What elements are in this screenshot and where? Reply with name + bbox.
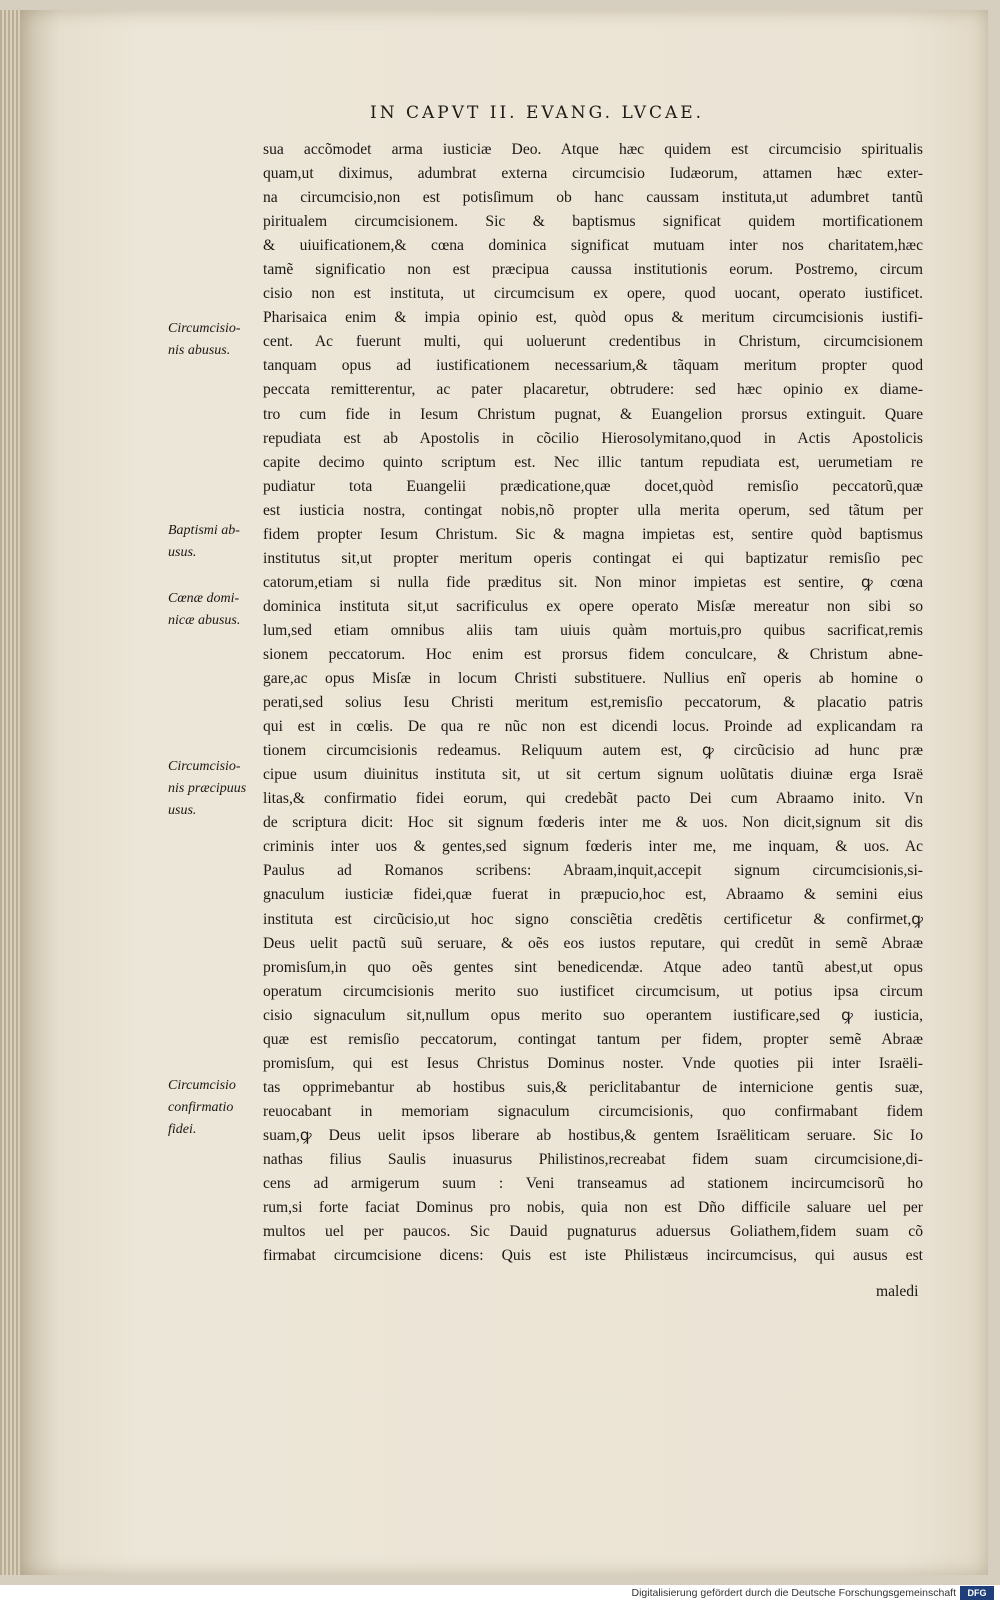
text-line: tionem circumcisionis redeamus. Reliquum autem est, ꝙ circũcisio ad hunc præ [263, 742, 923, 760]
text-line: rum,si forte faciat Dominus pro nobis, quia non est Dño difficile saluare uel per [263, 1199, 923, 1217]
text-line: reuocabant in memoriam signaculum circumcisionis, quo confirmabant fidem [263, 1102, 923, 1120]
margin-note-supper-abuse [168, 588, 260, 632]
text-line: fidem propter Iesum Christum. Sic & magna impietas est, sentire quòd baptismus [263, 525, 923, 543]
text-line: quæ est remisſio peccatorum, contingat tantum per fidem, propter semẽ Abraæ [263, 1030, 923, 1048]
text-line: tro cum fide in Iesum Christum pugnat, & Euangelion prorsus extinguit. Quare [263, 405, 923, 423]
text-line: quam,ut diximus, adumbrat externa circumcisio Iudæorum, attamen hæc exter- [263, 165, 923, 183]
text-line: est iusticia nostra, contingat nobis,nõ propter ulla merita operum, sed tãtum per [263, 501, 923, 519]
text-line: qui est in cœlis. De qua re nũc non est dicendi locus. Proinde ad explicandam ra [263, 718, 923, 736]
margin-note-line: fidei. [168, 1122, 197, 1137]
margin-note-circumcision-use [168, 756, 260, 822]
text-line: & uiuificationem,& cœna dominica significat mutuam inter nos charitatem,hæc [263, 237, 923, 255]
text-line: piritualem circumcisionem. Sic & baptismus significat quidem mortificationem [263, 213, 923, 231]
margin-note-line: Cœnæ domi- [168, 591, 240, 606]
text-line: tanquam opus ad iustificationem necessarium,& tãquam meritum propter quod [263, 357, 923, 375]
footer-bar [0, 1585, 1000, 1603]
text-line: firmabat circumcisione dicens: Quis est iste Philistæus incircumcisus, qui ausus est [263, 1247, 923, 1265]
body-text [263, 138, 931, 1268]
text-line: cipue usum diuinitus instituta sit, ut sit certum signum uolũtatis diuinæ erga Israë [263, 766, 923, 784]
text-line: dominica instituta sit,ut sacrificulus ex opere operato Misſæ mereatur non sibi so [263, 597, 923, 615]
margin-note-line: nis abusus. [168, 343, 231, 358]
margin-note-line: usus. [168, 803, 197, 818]
margin-note-circumcision-confirmation [168, 1075, 260, 1141]
text-line: perati,sed solius Iesu Christi meritum est,remisſio peccatorum, & placatio patris [263, 694, 923, 712]
text-line: cisio signaculum sit,nullum opus merito suo operantem iustificare,sed ꝙ iusticia, [263, 1006, 923, 1024]
text-line: sua accõmodet arma iusticiæ Deo. Atque hæc quidem est circumcisio spiritualis [263, 141, 923, 158]
text-line: promisſum, qui est Iesus Christus Dominus noster. Vnde quoties pii inter Israëli- [263, 1054, 923, 1072]
text-line: Paulus ad Romanos scribens: Abraam,inquit,accepit signum circumcisionis,si- [263, 862, 923, 880]
text-line: promisſum,in quo oẽs gentes sint benedicendæ. Atque adeo tantũ abest,ut opus [263, 958, 923, 976]
text-line: cens ad armigerum suum : Veni transeamus ad stationem incircumcisorũ ho [263, 1175, 923, 1193]
margin-note-baptism-abuse [168, 520, 260, 564]
text-line: nathas filius Saulis inuasurus Philistinos,recreabat fidem suam circumcisione,di- [263, 1150, 923, 1168]
text-line: instituta est circũcisio,ut hoc signo consciẽtia credẽtis certificetur & confirmet,ꝙ [263, 910, 923, 928]
margin-note-line: Circumcisio- [168, 321, 241, 336]
text-line: criminis inter uos & gentes,sed signum fœderis inter me, me inquam, & uos. Ac [263, 838, 923, 856]
text-line: pudiatur tota Euangelii prædicatione,quæ docet,quòd remisſio peccatorũ,quæ [263, 477, 923, 495]
text-line: tamẽ significatio non est præcipua caussa institutionis eorum. Postremo, circum [263, 261, 923, 279]
dfg-logo: DFG [960, 1586, 994, 1600]
text-line: peccata remitterentur, ac pater placaretur, obtrudere: sed hæc opinio ex diame- [263, 381, 923, 399]
text-line: lum,sed etiam omnibus aliis tam uiuis quàm mortuis,pro quibus sacrificat,remis [263, 621, 923, 639]
text-line: litas,& confirmatio fidei eorum, qui credebãt pacto Dei cum Abraamo inito. Vn [263, 790, 923, 808]
margin-note-line: Circumcisio- [168, 759, 241, 774]
text-line: gare,ac opus Misſæ in locum Christi substituere. Nullius enĩ operis ab homine o [263, 670, 923, 688]
text-line: Deus uelit pactũ suũ seruare, & oẽs eos iustos reputare, qui credũt in semẽ Abraæ [263, 934, 923, 952]
text-line: de scriptura dicit: Hoc sit signum fœderis inter me & uos. Non dicit,signum sit dis [263, 814, 923, 832]
text-line: multos uel per paucos. Sic Dauid pugnaturus aduersus Goliathem,fidem suam cõ [263, 1223, 923, 1241]
text-line: cent. Ac fuerunt multi, qui uoluerunt credentibus in Christum, circumcisionem [263, 333, 923, 351]
margin-note-line: usus. [168, 545, 197, 560]
text-line: operatum circumcisionis merito suo iustificet circumcisum, ut potius ipsa circum [263, 982, 923, 1000]
text-line: Pharisaica enim & impia opinio est, quòd opus & meritum circumcisionis iustifi- [263, 309, 923, 327]
text-line: catorum,etiam si nulla fide præditus sit. Non minor impietas est sentire, ꝙ cœna [263, 573, 923, 591]
text-line: na circumcisio,non est potisſimum ob hanc caussam instituta,ut adumbret tantũ [263, 189, 923, 207]
margin-note-line: confirmatio [168, 1100, 234, 1115]
text-line: tas opprimebantur ab hostibus suis,& periclitabantur de internicione gentis suæ, [263, 1078, 923, 1096]
text-line: cisio non est instituta, ut circumcisum ex opere, quod uocant, operato iustificet. [263, 285, 923, 303]
catchword: maledi [876, 1283, 919, 1300]
footer-credit: Digitalisierung gefördert durch die Deutsche Forschungsgemeinschaft [631, 1587, 956, 1599]
text-line: repudiata est ab Apostolis in cõcilio Hierosolymitano,quod in Actis Apostolicis [263, 429, 923, 447]
text-line: institutus sit,ut propter meritum operis contingat ei qui baptizatur remisſio pec [263, 549, 923, 567]
margin-note-line: Circumcisio [168, 1078, 236, 1093]
margin-note-line: nis præcipuus [168, 781, 247, 796]
text-line: capite decimo quinto scriptum est. Nec illic tantum repudiata est, uerumetiam re [263, 453, 923, 471]
margin-note-circumcision-abuse [168, 318, 260, 362]
margin-note-line: nicæ abusus. [168, 613, 241, 628]
text-line: sionem peccatorum. Hoc enim est prorsus fidem conculcare, & Christum abne- [263, 645, 923, 663]
margin-note-line: Baptismi ab- [168, 523, 240, 538]
text-line: suam,ꝙ Deus uelit ipsos liberare ab hostibus,& gentem Israëliticam seruare. Sic Io [263, 1126, 923, 1144]
text-line: gnaculum iusticiæ fidei,quæ fuerat in præpucio,hoc est, Abraamo & semini eius [263, 886, 923, 904]
running-header: IN CAPVT II. EVANG. LVCAE. [370, 103, 705, 123]
